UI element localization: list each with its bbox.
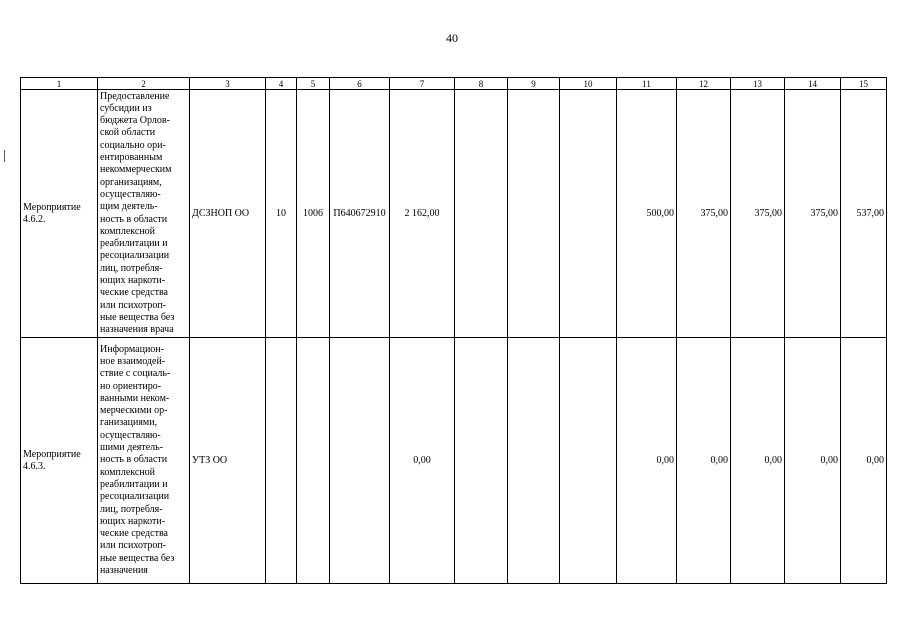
description-line: ванными неком- [100,392,170,404]
col-header-6: 6 [330,78,390,90]
description-line: или психотроп- [100,540,166,552]
description-line: ющих наркоти- [100,515,166,527]
amount-cell-col13: 0,00 [731,338,785,584]
col-header-8: 8 [455,78,508,90]
col-header-5: 5 [297,78,330,90]
total-amount-cell: 2 162,00 [390,90,455,338]
amount-cell-col13: 375,00 [731,90,785,338]
description-line: субсидии из [100,102,152,114]
description-line: щим деятель- [100,201,158,213]
description-line: но ориентиро- [100,380,162,392]
executor-cell: ДСЗНОП ОО [190,90,266,338]
description-line: ное взаимодей- [100,355,166,367]
description-line: комплексной [100,466,156,478]
description-line: осуществляю- [100,188,161,200]
description-line: Информацион- [100,343,164,355]
description-line: некоммерческим [100,164,172,176]
measure-description-cell [98,90,190,338]
subsection-code-cell [297,338,330,584]
description-line: реабилитации и [100,478,168,490]
description-line: мерческими ор- [100,405,168,417]
description-line: ющих наркоти- [100,274,166,286]
amount-cell-col9 [508,90,560,338]
page-number: 40 [446,31,458,45]
col-header-7: 7 [390,78,455,90]
amount-cell-col11: 500,00 [617,90,677,338]
description-line: ность в области [100,213,168,225]
measure-name-cell [21,338,98,584]
amount-cell-col14: 375,00 [785,90,841,338]
description-line: назначения [100,565,148,577]
measure-number: 4.6.2. [23,213,46,225]
description-line: бюджета Орлов- [100,115,170,127]
table-row-measure-4-6-2 [21,90,887,338]
description-line: организациям, [100,176,162,188]
col-header-11: 11 [617,78,677,90]
amount-cell-col15: 0,00 [841,338,887,584]
description-line: осуществляю- [100,429,161,441]
description-line: Предоставление [100,90,170,102]
description-line: ческие средства [100,287,168,299]
description-line: ческие средства [100,528,168,540]
amount-cell-col8 [455,90,508,338]
amount-cell-col9 [508,338,560,584]
measure-label: Мероприятие [23,201,81,213]
amount-cell-col8 [455,338,508,584]
description-line: назначения врача [100,324,174,336]
col-header-13: 13 [731,78,785,90]
description-line: ентированным [100,152,163,164]
description-line: комплексной [100,225,156,237]
measure-name-cell [21,90,98,338]
col-header-12: 12 [677,78,731,90]
measure-number: 4.6.3. [23,460,46,472]
description-line: ные вещества без [100,311,175,323]
col-header-15: 15 [841,78,887,90]
amount-cell-col15: 537,00 [841,90,887,338]
col-header-3: 3 [190,78,266,90]
col-header-1: 1 [21,78,98,90]
amount-cell-col12: 0,00 [677,338,731,584]
description-line: шими деятель- [100,442,164,454]
subsection-code-cell: 1006 [297,90,330,338]
measure-label: Мероприятие [23,448,81,460]
description-line: ные вещества без [100,552,175,564]
amount-cell-col10 [560,338,617,584]
description-line: ресоциализации [100,250,170,262]
column-number-row [21,78,887,90]
measure-description-cell [98,338,190,584]
margin-mark [4,150,5,162]
description-line: ганизациями, [100,417,158,429]
description-line: реабилитации и [100,238,168,250]
amount-cell-col12: 375,00 [677,90,731,338]
description-line: ской области [100,127,156,139]
col-header-14: 14 [785,78,841,90]
description-line: ствие с социаль- [100,368,171,380]
budget-table [20,77,887,584]
description-line: лиц, потребля- [100,262,163,274]
target-article-cell: П640672910 [330,90,390,338]
amount-cell-col10 [560,90,617,338]
col-header-9: 9 [508,78,560,90]
section-code-cell: 10 [266,90,297,338]
target-article-cell [330,338,390,584]
col-header-4: 4 [266,78,297,90]
description-line: ресоциализации [100,491,170,503]
amount-cell-col11: 0,00 [617,338,677,584]
table-row-measure-4-6-3 [21,338,887,584]
section-code-cell [266,338,297,584]
col-header-10: 10 [560,78,617,90]
executor-cell: УТЗ ОО [190,338,266,584]
description-line: лиц, потребля- [100,503,163,515]
description-line: социально ори- [100,139,166,151]
col-header-2: 2 [98,78,190,90]
description-line: ность в области [100,454,168,466]
total-amount-cell: 0,00 [390,338,455,584]
amount-cell-col14: 0,00 [785,338,841,584]
description-line: или психотроп- [100,299,166,311]
